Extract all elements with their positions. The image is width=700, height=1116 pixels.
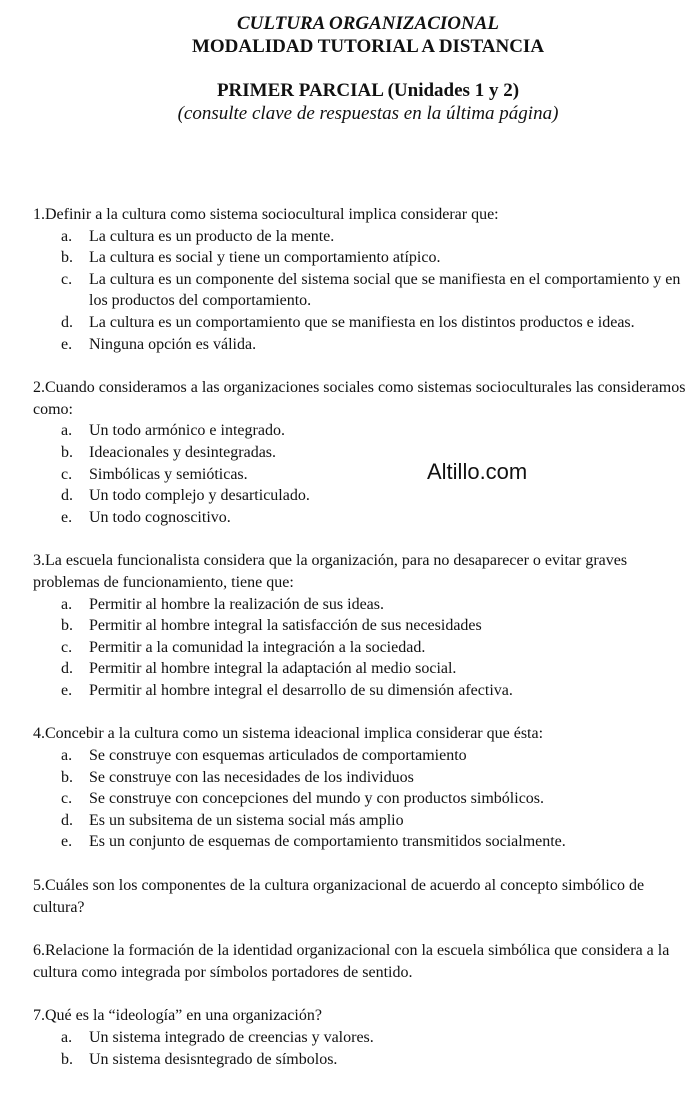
document-header [0,12,700,125]
answer-option [33,312,695,334]
option-letter: d. [61,660,73,678]
course-title: CULTURA ORGANIZACIONAL [236,13,499,34]
answer-option [33,485,695,507]
option-text: Se construye con concepciones del mundo y con productos simbólicos. [89,790,545,808]
question-stem: 2.Cuando consideramos a las organizaciones sociales como sistemas socioculturales las consideramos como: [33,379,686,418]
answer-option [33,1049,695,1071]
option-text: La cultura es un componente del sistema social que se manifiesta en el comportamiento y en los productos del comportamiento. [89,270,681,310]
option-list [33,1027,695,1070]
option-list [33,594,695,702]
option-letter: a. [61,227,73,245]
option-text: Permitir al hombre integral el desarrollo de su dimensión afectiva. [89,681,513,699]
answer-key-note: (consulte clave de respuestas en la última página) [177,103,559,124]
option-text: Permitir al hombre integral la satisfacción de sus necesidades [89,617,482,635]
option-list [33,420,695,528]
question-3 [33,550,695,701]
option-text: Permitir al hombre integral la adaptación al medio social. [89,660,457,678]
option-text: Un todo cognoscitivo. [89,508,231,526]
watermark: Altillo.com [427,459,528,484]
question-stem: 7.Qué es la “ideología” en una organización? [33,1007,322,1025]
question-stem: 1.Definir a la cultura como sistema sociocultural implica considerar que: [33,206,499,223]
answer-option [33,1027,695,1049]
option-letter: c. [61,790,73,808]
exam-title: PRIMER PARCIAL (Unidades 1 y 2) [216,80,520,101]
option-letter: c. [61,465,73,483]
answer-option [33,831,695,853]
option-letter: e. [61,833,73,851]
option-letter: b. [61,249,73,267]
answer-option [33,464,695,486]
option-letter: b. [61,617,73,635]
question-1 [33,204,695,355]
option-text: Es un subsitema de un sistema social más amplio [89,811,404,829]
question-stem: 3.La escuela funcionalista considera que la organización, para no desaparecer o evitar graves problemas de funcionamiento, tiene que: [33,552,628,591]
answer-option [33,247,695,269]
option-letter: d. [61,313,73,331]
option-letter: a. [61,422,73,440]
option-letter: a. [61,1029,73,1046]
option-text: La cultura es social y tiene un comportamiento atípico. [89,249,441,267]
answer-option [33,226,695,248]
answer-option [33,788,695,810]
answer-option [33,767,695,789]
answer-option [33,420,695,442]
question-stem: 6.Relacione la formación de la identidad organizacional con la escuela simbólica que considera a la cultura como integrada por símbolos portadores de sentido. [33,942,670,981]
option-text: Es un conjunto de esquemas de comportamiento transmitidos socialmente. [89,833,566,851]
question-5 [33,875,695,918]
answer-option [33,658,695,680]
option-letter: e. [61,681,73,699]
option-text: Permitir a la comunidad la integración a la sociedad. [89,638,426,656]
answer-option [33,507,695,529]
option-letter: a. [61,747,73,765]
option-text: Un sistema integrado de creencias y valores. [89,1029,374,1046]
option-letter: e. [61,508,73,526]
option-letter: d. [61,487,73,505]
question-6 [33,940,695,983]
answer-option [33,615,695,637]
modality-title: MODALIDAD TUTORIAL A DISTANCIA [191,36,545,57]
option-text: Simbólicas y semióticas. [89,465,248,483]
option-list [33,745,695,853]
answer-option [33,442,695,464]
option-text: Permitir al hombre la realización de sus ideas. [89,595,385,613]
question-stem: 4.Concebir a la cultura como un sistema ideacional implica considerar que ésta: [33,725,544,743]
question-4 [33,723,695,853]
answer-option [33,637,695,659]
option-text: Un todo armónico e integrado. [89,422,285,440]
option-letter: d. [61,811,73,829]
option-letter: b. [61,768,73,786]
question-list [33,204,695,1092]
question-7 [33,1005,695,1070]
answer-option [33,680,695,702]
option-letter: b. [61,443,73,461]
option-letter: c. [61,270,73,288]
answer-option [33,594,695,616]
option-letter: c. [61,638,73,656]
option-text: La cultura es un comportamiento que se manifiesta en los distintos productos e ideas. [89,313,635,331]
option-text: Se construye con esquemas articulados de comportamiento [89,747,467,765]
question-2 [33,377,695,528]
option-list [33,226,695,356]
option-letter: e. [61,335,73,353]
option-text: La cultura es un producto de la mente. [89,227,335,245]
option-text: Ninguna opción es válida. [89,335,257,353]
answer-option [33,334,695,356]
option-text: Un sistema desisntegrado de símbolos. [89,1050,338,1068]
answer-option [33,745,695,767]
question-stem: 5.Cuáles son los componentes de la cultura organizacional de acuerdo al concepto simbólico de cultura? [33,877,645,916]
option-text: Ideacionales y desintegradas. [89,443,277,461]
option-letter: b. [61,1050,73,1068]
answer-option [33,810,695,832]
answer-option [33,269,695,312]
option-text: Se construye con las necesidades de los individuos [89,768,414,786]
option-letter: a. [61,595,73,613]
option-text: Un todo complejo y desarticulado. [89,487,310,505]
